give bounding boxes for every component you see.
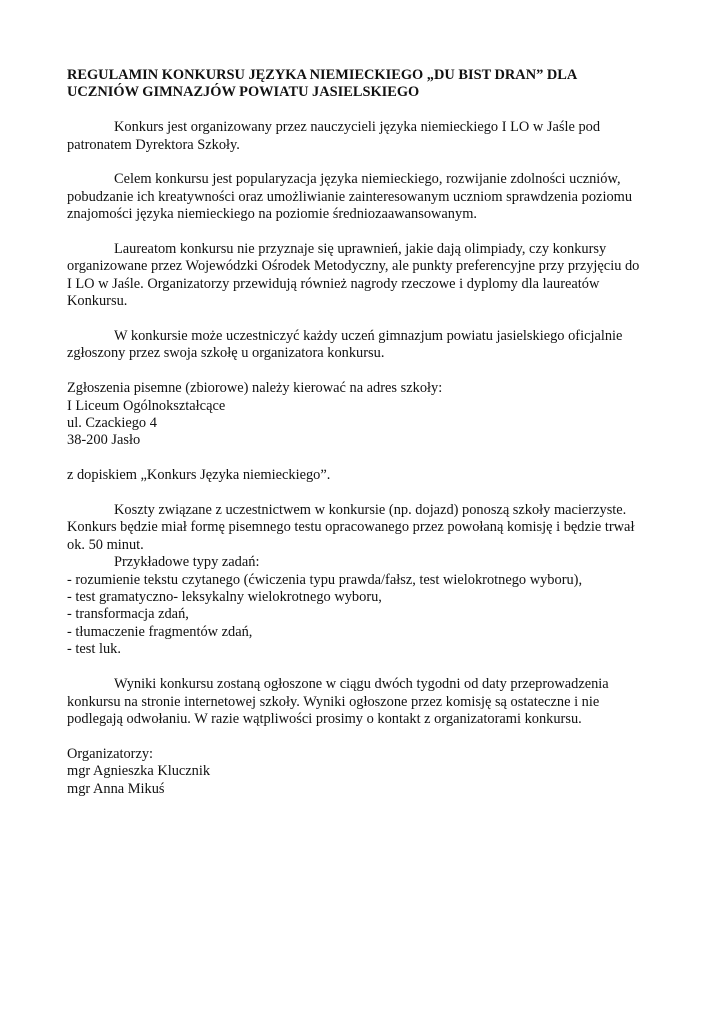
address-line: 38-200 Jasło	[67, 432, 141, 449]
task-item: - tłumaczenie fragmentów zdań,	[67, 623, 253, 640]
paragraph-goal	[67, 171, 677, 223]
paragraph-organizer	[67, 119, 677, 154]
paragraph-line: podlegają odwołaniu. W razie wątpliwości prosimy o kontakt z organizatorami konkursu.	[67, 710, 582, 727]
paragraph-line: Konkursu.	[67, 293, 128, 310]
paragraph-line: Celem konkursu jest popularyzacja języka niemieckiego, rozwijanie zdolności uczniów,	[114, 171, 621, 188]
paragraph-line: W konkursie może uczestniczyć każdy uczeń gimnazjum powiatu jasielskiego oficjalnie	[114, 328, 623, 345]
address-note	[67, 467, 677, 484]
paragraph-line: Wyniki konkursu zostaną ogłoszone w ciągu dwóch tygodni od daty przeprowadzenia	[114, 676, 609, 693]
paragraph-line: Koszty związane z uczestnictwem w konkursie (np. dojazd) ponoszą szkoły macierzyste.	[114, 502, 627, 519]
organizers-block	[67, 746, 677, 798]
paragraph-line: organizowane przez Wojewódzki Ośrodek Metodyczny, ale punkty preferencyjne przy przyjęciu do	[67, 258, 640, 275]
paragraph-line: ok. 50 minut.	[67, 536, 144, 553]
paragraph-line: Konkurs jest organizowany przez nauczycieli języka niemieckiego I LO w Jaśle pod	[114, 119, 601, 136]
document-title	[67, 67, 677, 102]
document-page	[67, 67, 677, 815]
paragraph-line: patronatem Dyrektora Szkoły.	[67, 136, 240, 153]
paragraph-line: I LO w Jaśle. Organizatorzy przewidują również nagrody rzeczowe i dyplomy dla laureatów	[67, 275, 600, 292]
address-line: I Liceum Ogólnokształcące	[67, 397, 226, 414]
paragraph-participants	[67, 328, 677, 363]
title-line: UCZNIÓW GIMNAZJÓW POWIATU JASIELSKIEGO	[67, 84, 420, 101]
address-block	[67, 380, 677, 450]
task-item: - transformacja zdań,	[67, 606, 189, 623]
note-line: z dopiskiem „Konkurs Języka niemieckiego”.	[67, 467, 331, 484]
paragraph-line: zgłoszony przez swoja szkołę u organizatora konkursu.	[67, 345, 385, 362]
paragraph-results	[67, 676, 677, 728]
task-item: - rozumienie tekstu czytanego (ćwiczenia typu prawda/fałsz, test wielokrotnego wyboru),	[67, 571, 583, 588]
organizer-name: mgr Anna Mikuś	[67, 780, 165, 797]
task-item: - test luk.	[67, 641, 121, 658]
paragraph-line: Konkurs będzie miał formę pisemnego testu opracowanego przez powołaną komisję i będzie trwał	[67, 519, 635, 536]
paragraph-line: Laureatom konkursu nie przyznaje się uprawnień, jakie dają olimpiady, czy konkursy	[114, 241, 607, 258]
paragraph-line: znajomości języka niemieckiego na poziomie średniozaawansowanym.	[67, 206, 477, 223]
title-line: REGULAMIN KONKURSU JĘZYKA NIEMIECKIEGO „DU BIST DRAN” DLA	[67, 67, 578, 83]
address-line: ul. Czackiego 4	[67, 415, 157, 432]
organizers-heading: Organizatorzy:	[67, 745, 154, 762]
paragraph-line: konkursu na stronie internetowej szkoły. Wyniki ogłoszone przez komisję są ostateczne i nie	[67, 693, 600, 710]
tasks-heading: Przykładowe typy zadań:	[114, 554, 260, 571]
address-line: Zgłoszenia pisemne (zbiorowe) należy kierować na adres szkoły:	[67, 380, 443, 397]
paragraph-costs-and-tasks	[67, 502, 677, 659]
task-item: - test gramatyczno- leksykalny wielokrotnego wyboru,	[67, 589, 382, 606]
paragraph-line: pobudzanie ich kreatywności oraz umożliwianie zainteresowanym uczniom sprawdzenia poziomu	[67, 188, 633, 205]
organizer-name: mgr Agnieszka Klucznik	[67, 763, 211, 780]
paragraph-laureates	[67, 241, 677, 311]
